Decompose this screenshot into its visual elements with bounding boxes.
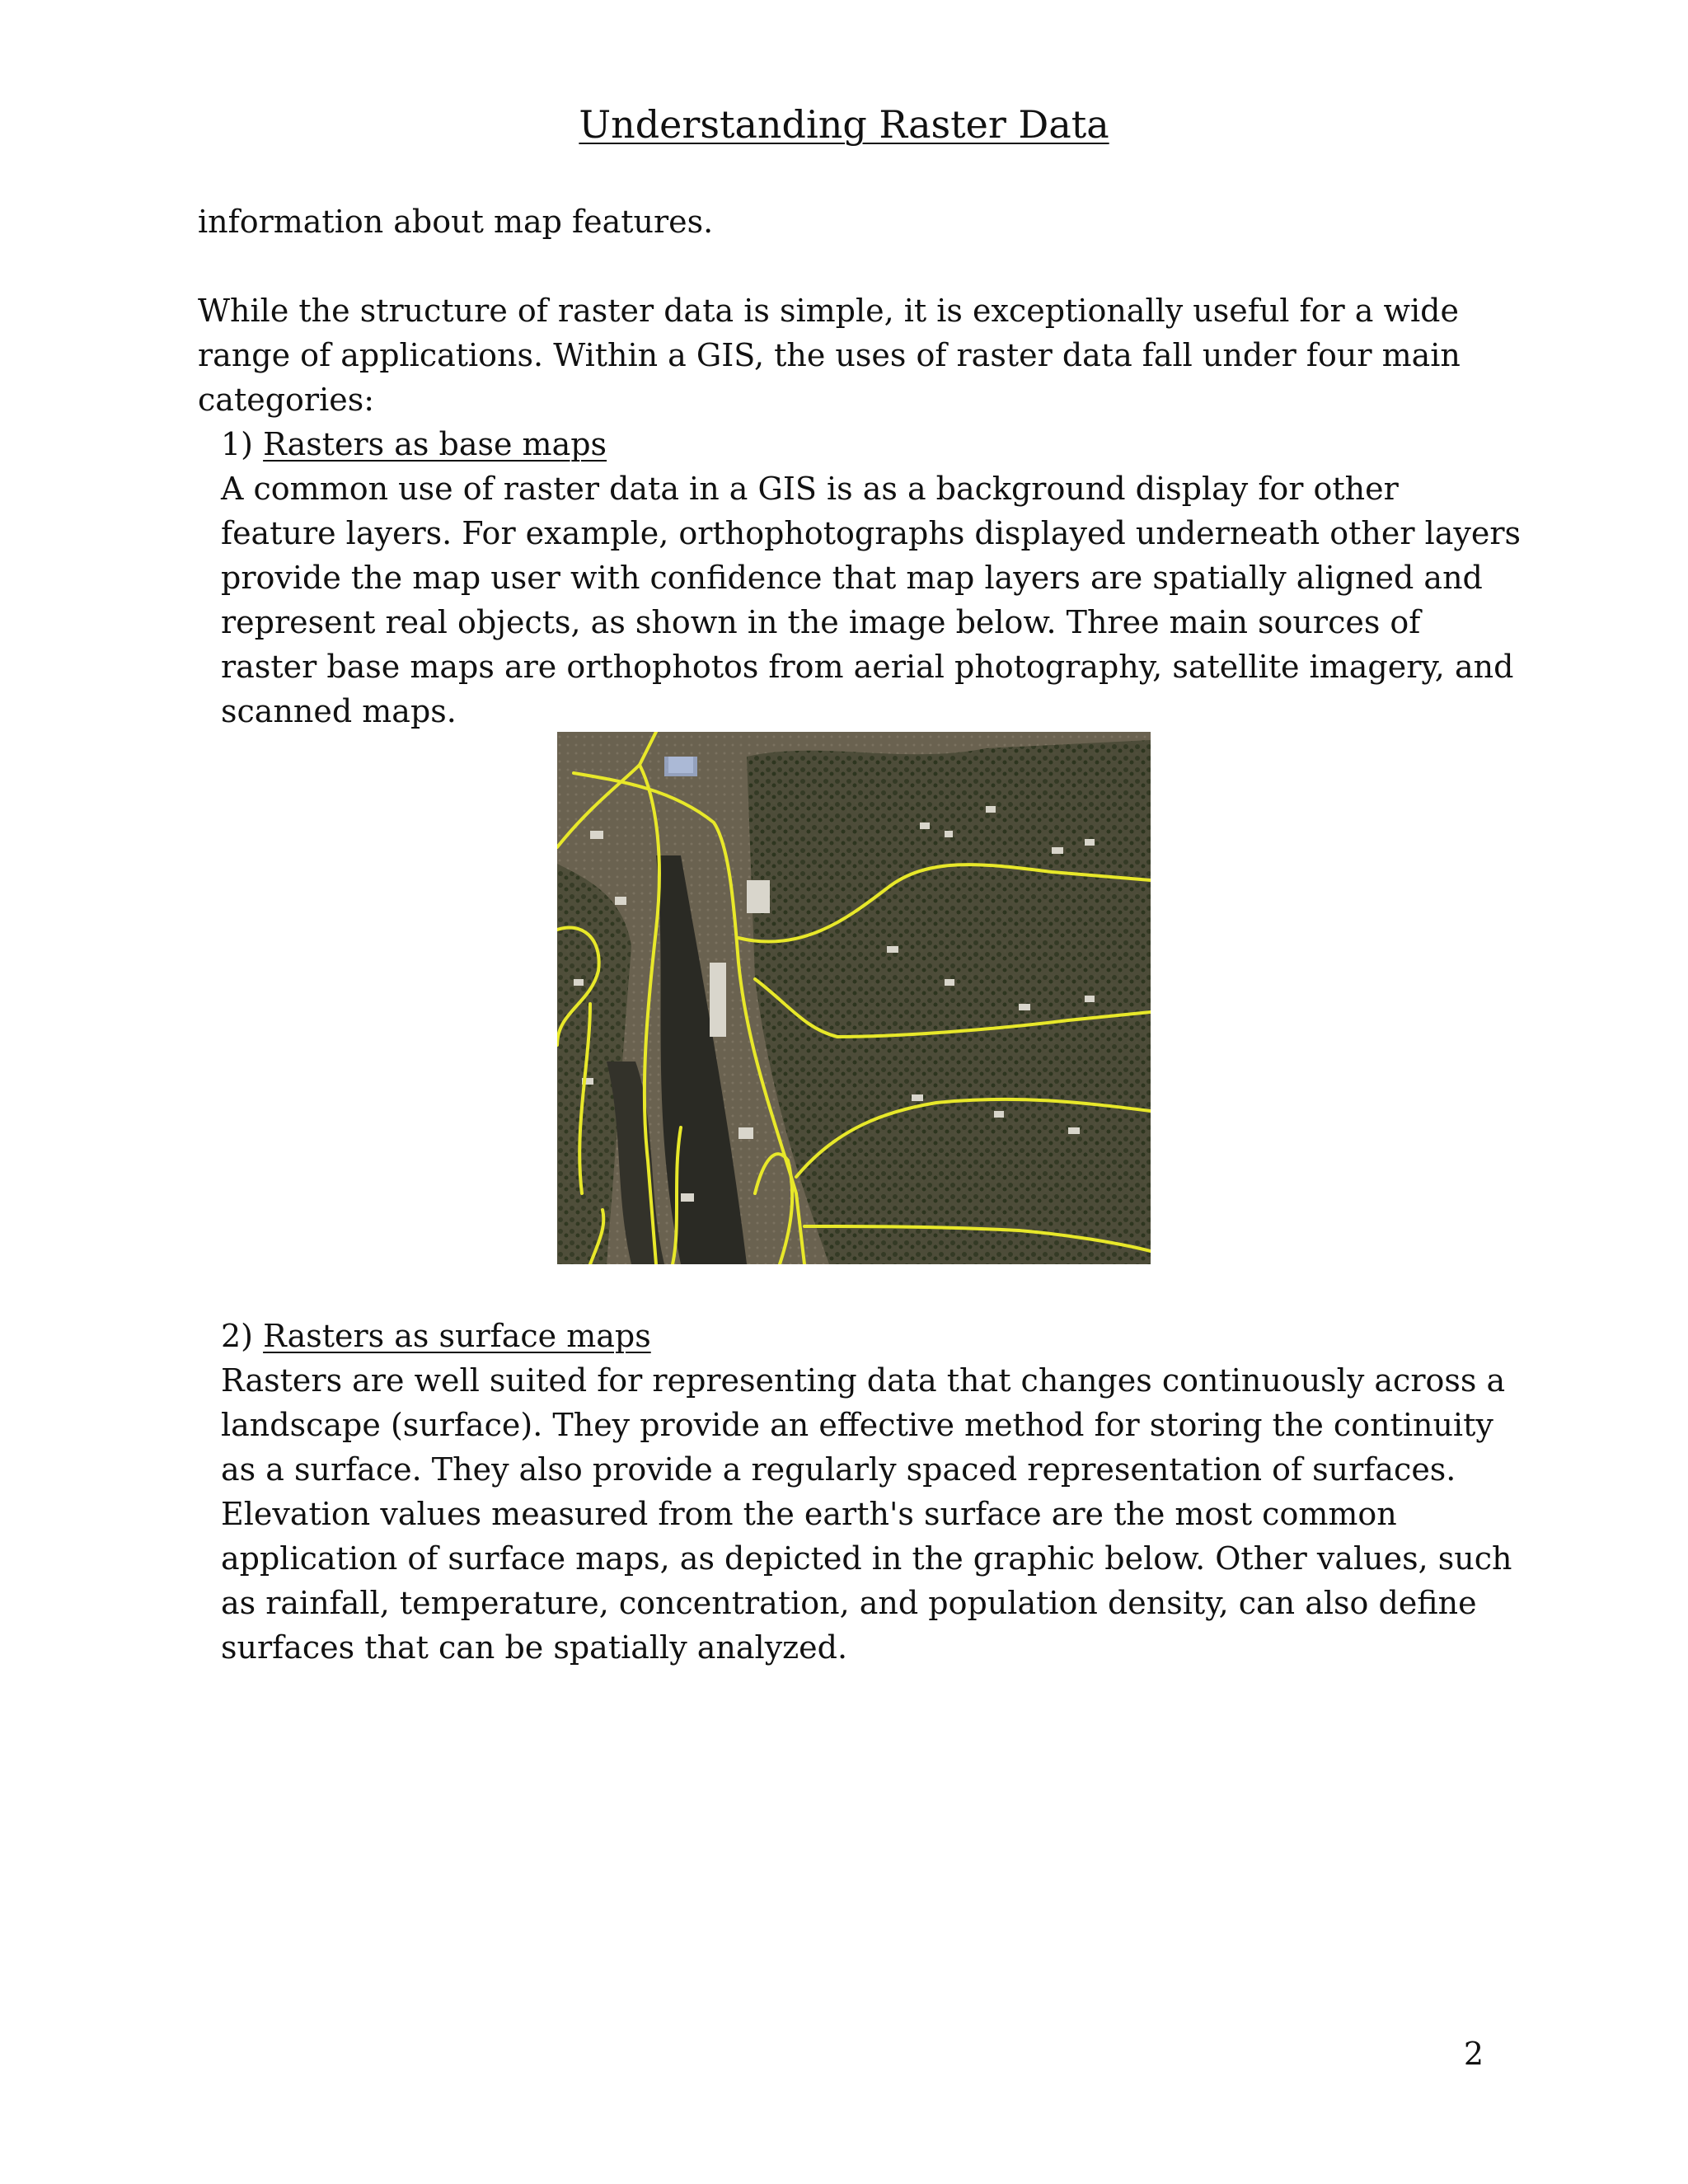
orthophoto-with-road-overlay — [557, 732, 1151, 1264]
page-title: Understanding Raster Data — [579, 102, 1109, 147]
item-body: A common use of raster data in a GIS is as a background display for other feature layers. For example, orthophotographs displayed underneath other layers provide the map user with confidence that map layers are spatially aligned and represent real objects, as shown in the image below. Three main sources of raster base maps are orthophotos from aerial photography, satellite imagery, and scanned maps. — [221, 471, 1522, 729]
aerial-image — [557, 732, 1151, 1264]
paragraph-categories: While the structure of raster data is simple, it is exceptionally useful for a wide range of applications. Within a GIS, the uses of raster data fall under four main categories: — [198, 293, 1461, 418]
page-number: 2 — [1463, 2036, 1484, 2072]
item-heading: Rasters as surface maps — [263, 1318, 651, 1354]
item-surface-maps — [221, 1314, 1523, 1670]
item-base-maps — [221, 422, 1523, 733]
intro-fragment: information about map features. — [198, 204, 714, 240]
item-heading: Rasters as base maps — [263, 426, 607, 462]
item-number: 1) — [221, 426, 254, 462]
item-body: Rasters are well suited for representing data that changes continuously across a landscape (surface). They provide an effective method for storing the continuity as a surface. They also provide a regularly spaced representation of surfaces. Elevation values measured from the earth's surface are the most common application of surface maps, as depicted in the graphic below. Other values, such as rainfall, temperature, concentration, and population density, can also define surfaces that can be spatially analyzed. — [221, 1362, 1512, 1666]
item-number: 2) — [221, 1318, 254, 1354]
